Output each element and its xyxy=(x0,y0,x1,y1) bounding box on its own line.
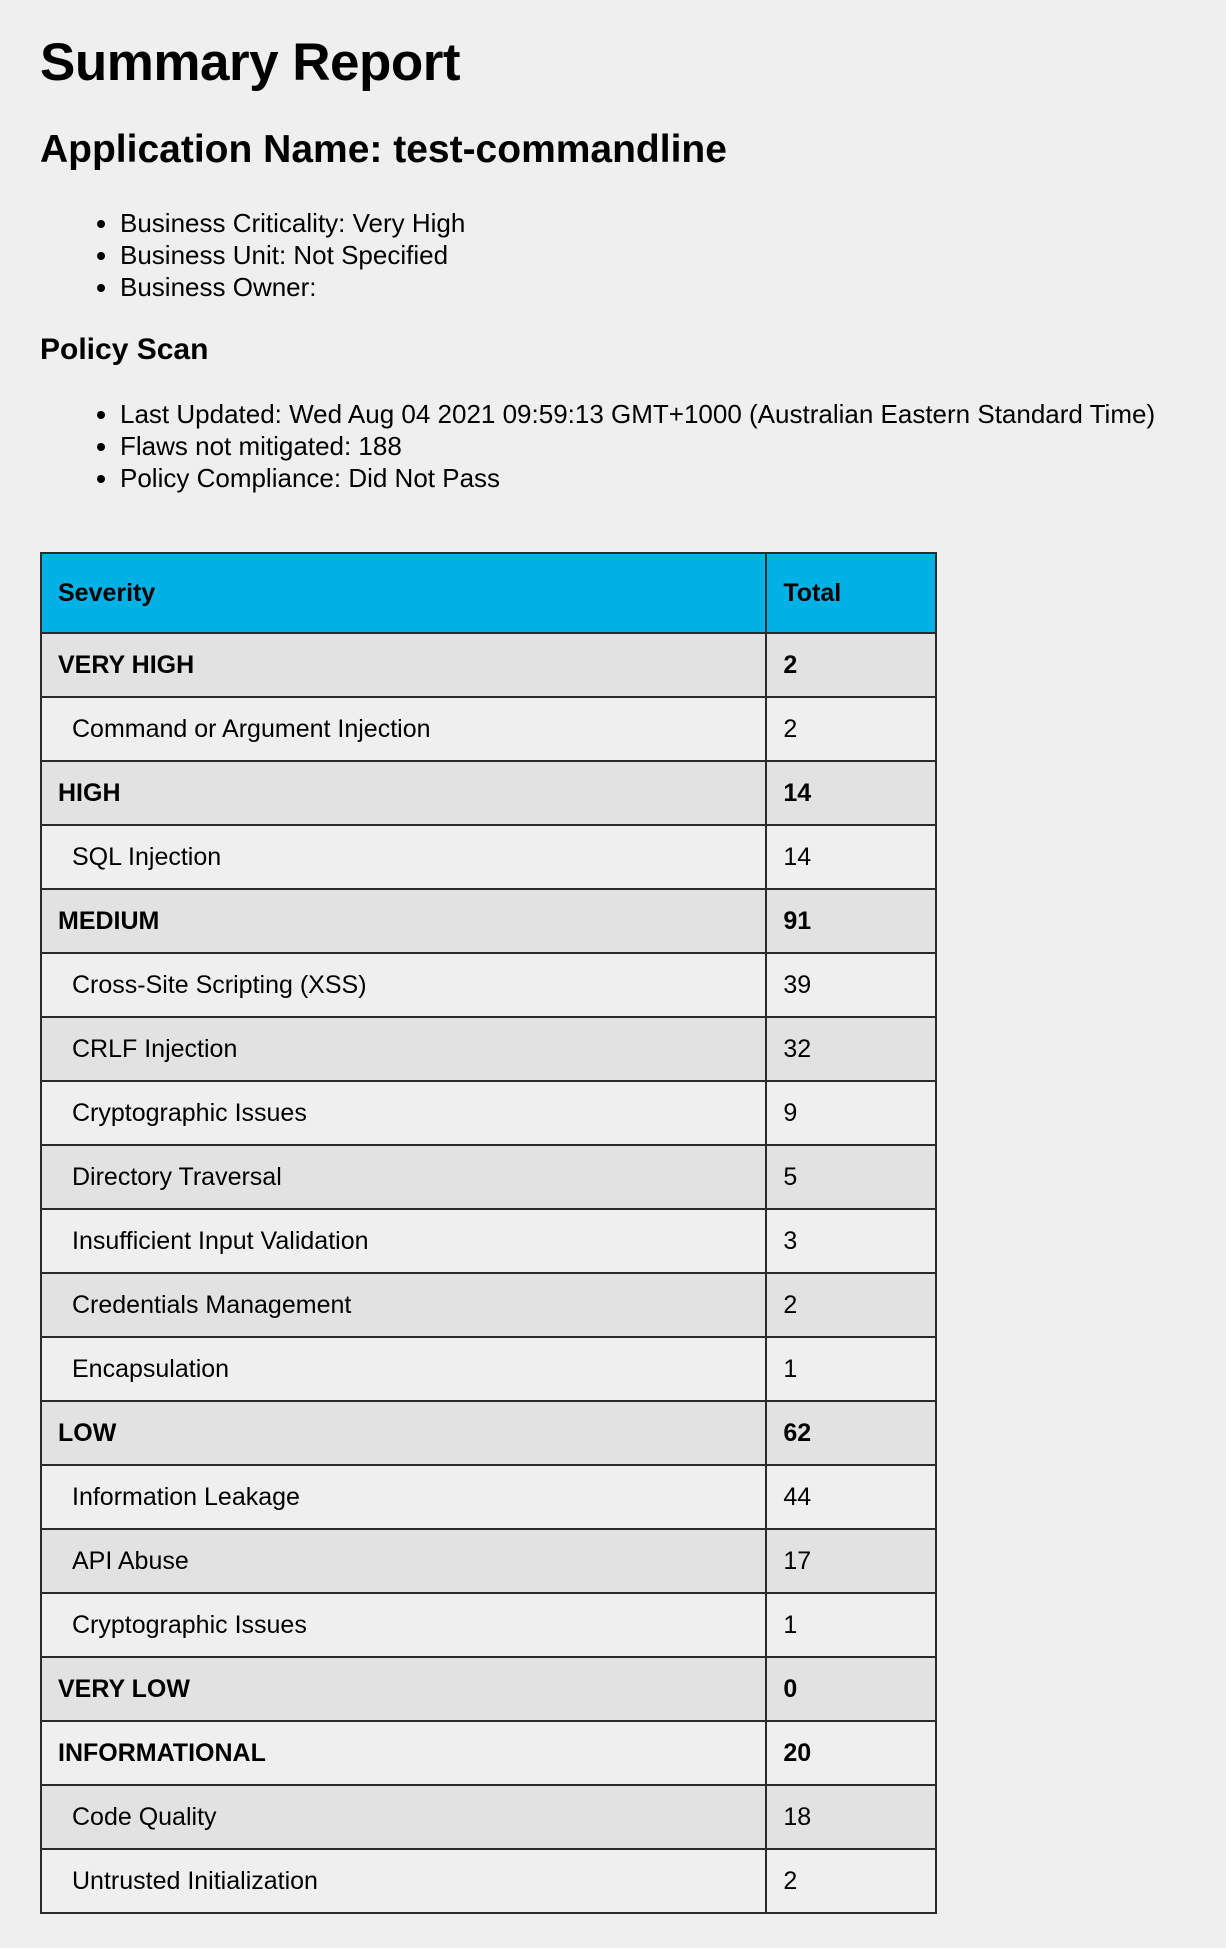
page-title: Summary Report xyxy=(40,33,461,92)
row-total-cell: 0 xyxy=(766,1657,936,1721)
severity-table-body xyxy=(41,633,936,1913)
row-name-cell: Directory Traversal xyxy=(41,1145,766,1209)
policy-scan-heading: Policy Scan xyxy=(40,333,209,366)
table-row-severity-group xyxy=(41,1721,936,1785)
last-updated-item: • Last Updated: Wed Aug 04 2021 09:59:13 GMT+1000 (Australian Eastern Standard Time) xyxy=(120,398,1155,430)
table-row-flaw-category xyxy=(41,953,936,1017)
row-name-cell: SQL Injection xyxy=(41,825,766,889)
table-row-flaw-category xyxy=(41,1593,936,1657)
row-name-cell: Code Quality xyxy=(41,1785,766,1849)
table-header-row xyxy=(41,553,936,633)
row-total-cell: 1 xyxy=(766,1337,936,1401)
row-total-cell: 5 xyxy=(766,1145,936,1209)
row-total-cell: 2 xyxy=(766,697,936,761)
row-name-cell: Cryptographic Issues xyxy=(41,1593,766,1657)
table-row-flaw-category xyxy=(41,825,936,889)
row-name-cell: CRLF Injection xyxy=(41,1017,766,1081)
row-name-cell: Credentials Management xyxy=(41,1273,766,1337)
row-name-cell: Insufficient Input Validation xyxy=(41,1209,766,1273)
row-name-cell: Information Leakage xyxy=(41,1465,766,1529)
policy-compliance-item: • Policy Compliance: Did Not Pass xyxy=(120,462,1155,494)
row-total-cell: 91 xyxy=(766,889,936,953)
row-total-cell: 9 xyxy=(766,1081,936,1145)
row-name-cell: HIGH xyxy=(41,761,766,825)
row-total-cell: 32 xyxy=(766,1017,936,1081)
row-name-cell: Cross-Site Scripting (XSS) xyxy=(41,953,766,1017)
row-total-cell: 3 xyxy=(766,1209,936,1273)
table-row-flaw-category xyxy=(41,1337,936,1401)
row-name-cell: LOW xyxy=(41,1401,766,1465)
row-total-cell: 2 xyxy=(766,1273,936,1337)
business-owner-item: • Business Owner: xyxy=(120,271,465,303)
table-row-severity-group xyxy=(41,633,936,697)
row-name-cell: Cryptographic Issues xyxy=(41,1081,766,1145)
table-row-flaw-category xyxy=(41,1209,936,1273)
table-row-severity-group xyxy=(41,1657,936,1721)
table-row-flaw-category xyxy=(41,1465,936,1529)
table-row-flaw-category xyxy=(41,1145,936,1209)
row-total-cell: 18 xyxy=(766,1785,936,1849)
row-name-cell: MEDIUM xyxy=(41,889,766,953)
table-row-severity-group xyxy=(41,889,936,953)
row-total-cell: 2 xyxy=(766,633,936,697)
row-total-cell: 17 xyxy=(766,1529,936,1593)
row-name-cell: VERY LOW xyxy=(41,1657,766,1721)
table-row-severity-group xyxy=(41,761,936,825)
row-name-cell: API Abuse xyxy=(41,1529,766,1593)
business-unit-item: • Business Unit: Not Specified xyxy=(120,239,465,271)
row-total-cell: 2 xyxy=(766,1849,936,1913)
total-column-header: Total xyxy=(766,553,936,633)
application-name-heading: Application Name: test-commandline xyxy=(40,128,727,171)
table-row-severity-group xyxy=(41,1401,936,1465)
table-row-flaw-category xyxy=(41,1785,936,1849)
policy-scan-list xyxy=(40,398,1155,494)
row-name-cell: Encapsulation xyxy=(41,1337,766,1401)
business-info-list xyxy=(40,207,465,303)
row-name-cell: INFORMATIONAL xyxy=(41,1721,766,1785)
row-total-cell: 44 xyxy=(766,1465,936,1529)
table-row-flaw-category xyxy=(41,697,936,761)
table-row-flaw-category xyxy=(41,1017,936,1081)
table-row-flaw-category xyxy=(41,1529,936,1593)
row-total-cell: 14 xyxy=(766,761,936,825)
row-total-cell: 1 xyxy=(766,1593,936,1657)
flaws-not-mitigated-item: • Flaws not mitigated: 188 xyxy=(120,430,1155,462)
row-name-cell: Untrusted Initialization xyxy=(41,1849,766,1913)
severity-table xyxy=(40,552,937,1914)
table-row-flaw-category xyxy=(41,1273,936,1337)
table-row-flaw-category xyxy=(41,1849,936,1913)
table-row-flaw-category xyxy=(41,1081,936,1145)
severity-column-header: Severity xyxy=(41,553,766,633)
business-criticality-item: • Business Criticality: Very High xyxy=(120,207,465,239)
row-total-cell: 39 xyxy=(766,953,936,1017)
row-total-cell: 20 xyxy=(766,1721,936,1785)
row-total-cell: 14 xyxy=(766,825,936,889)
row-name-cell: VERY HIGH xyxy=(41,633,766,697)
row-name-cell: Command or Argument Injection xyxy=(41,697,766,761)
row-total-cell: 62 xyxy=(766,1401,936,1465)
